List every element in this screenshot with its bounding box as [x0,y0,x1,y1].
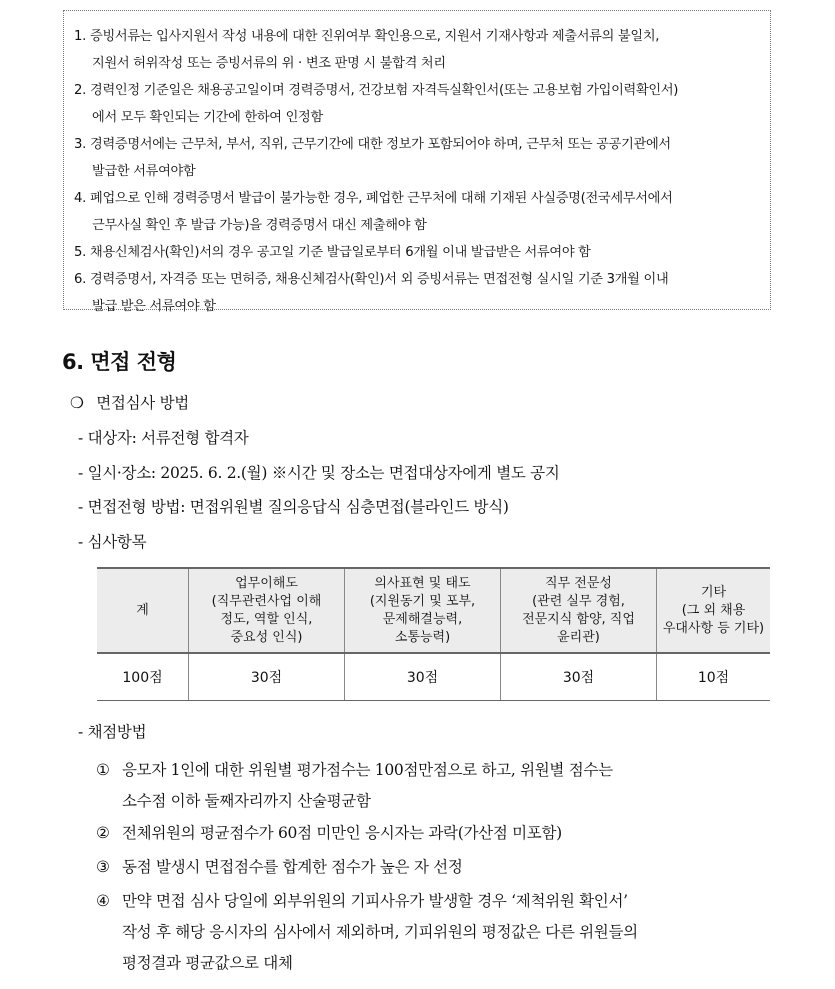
circle-bullet-icon: ❍ [70,394,84,412]
note-number: 2. [74,83,86,98]
score-total: 100점 [97,653,189,701]
target-line: - 대상자: 서류전형 합격자 [78,429,249,447]
table-header-row [97,568,770,653]
header-other: 기타 (그 외 채용 우대사항 등 기타) [657,568,771,653]
note-text: 에서 모두 확인되는 기간에 한하여 인정함 [92,110,323,125]
note-number: 6. [74,272,86,287]
table-row [97,653,770,701]
method-line: - 면접전형 방법: 면접위원별 질의응답식 심층면접(블라인드 방식) [78,498,509,516]
score-other: 10점 [657,653,771,701]
section-title: 6. 면접 전형 [62,350,177,374]
scoring-title: - 채점방법 [78,723,147,741]
header-job-understanding: 업무이해도 (직무관련사업 이해 정도, 역할 인식, 중요성 인식) [189,568,345,653]
note-text: 경력증명서에는 근무처, 부서, 직위, 근무기간에 대한 정보가 포함되어야 하며, 근무처 또는 공공기관에서 [90,137,671,152]
header-total: 계 [97,568,189,653]
scoring-text: 작성 후 해당 응시자의 심사에서 제외하며, 기피위원의 평정값은 다른 위원들의 [122,923,638,941]
note-item [74,131,762,185]
scoring-text: 동점 발생시 면접점수를 합계한 점수가 높은 자 선정 [122,858,463,876]
scoring-item [96,852,463,883]
note-text: 경력증명서, 자격증 또는 면허증, 채용신체검사(확인)서 외 증빙서류는 면접전형 실시일 기준 3개월 이내 [90,272,669,287]
scoring-text: 전체위원의 평균점수가 60점 미만인 응시자는 과락(가산점 미포함) [122,824,562,842]
note-item [74,239,762,266]
scoring-item [96,755,613,817]
circled-number-2: ② [96,824,110,842]
note-number: 4. [74,191,86,206]
note-number: 1. [74,29,86,44]
note-item [74,23,762,77]
note-text: 증빙서류는 입사지원서 작성 내용에 대한 진위여부 확인용으로, 지원서 기재사항과 제출서류의 불일치, [90,29,660,44]
note-item [74,266,762,320]
note-text: 채용신체검사(확인)서의 경우 공고일 기준 발급일로부터 6개월 이내 발급받은 서류여야 함 [90,245,591,260]
note-text: 근무사실 확인 후 발급 가능)을 경력증명서 대신 제출해야 함 [92,218,427,233]
document-notes-box [63,10,771,314]
note-text: 발급한 서류여야함 [92,164,196,179]
circled-number-3: ③ [96,858,110,876]
note-number: 3. [74,137,86,152]
scoring-text: 평정결과 평균값으로 대체 [122,954,293,972]
note-item [74,77,762,131]
criteria-line: - 심사항목 [78,533,147,551]
circled-number-4: ④ [96,892,110,910]
note-number: 5. [74,245,86,260]
score-job-understanding: 30점 [189,653,345,701]
note-text: 폐업으로 인해 경력증명서 발급이 불가능한 경우, 폐업한 근무처에 대해 기재된 사실증명(전국세무서에서 [90,191,673,206]
scoring-text: 응모자 1인에 대한 위원별 평가점수는 100점만점으로 하고, 위원별 점수는 [122,761,613,779]
circled-number-1: ① [96,761,110,779]
scoring-text: 만약 면접 심사 당일에 외부위원의 기피사유가 발생할 경우 ‘제척위원 확인서’ [122,892,628,910]
scoring-text: 소수점 이하 둘째자리까지 산술평균함 [122,792,371,810]
interview-method-heading [70,391,189,413]
score-expression-attitude: 30점 [345,653,501,701]
schedule-line: - 일시·장소: 2025. 6. 2.(월) ※시간 및 장소는 면접대상자에게 별도 공지 [78,464,560,482]
interview-method-title: 면접심사 방법 [96,394,189,412]
scoring-item [96,886,638,979]
score-expertise: 30점 [501,653,657,701]
note-text: 경력인정 기준일은 채용공고일이며 경력증명서, 건강보험 자격득실확인서(또는 고용보험 가입이력확인서) [90,83,679,98]
note-text: 발급 받은 서류여야 함 [92,299,216,314]
scoring-item [96,818,562,849]
evaluation-table [97,567,770,701]
note-item [74,185,762,239]
header-expertise: 직무 전문성 (관련 실무 경험, 전문지식 함양, 직업 윤리관) [501,568,657,653]
header-expression-attitude: 의사표현 및 태도 (지원동기 및 포부, 문제해결능력, 소통능력) [345,568,501,653]
note-text: 지원서 허위작성 또는 증빙서류의 위 · 변조 판명 시 불합격 처리 [92,56,446,71]
